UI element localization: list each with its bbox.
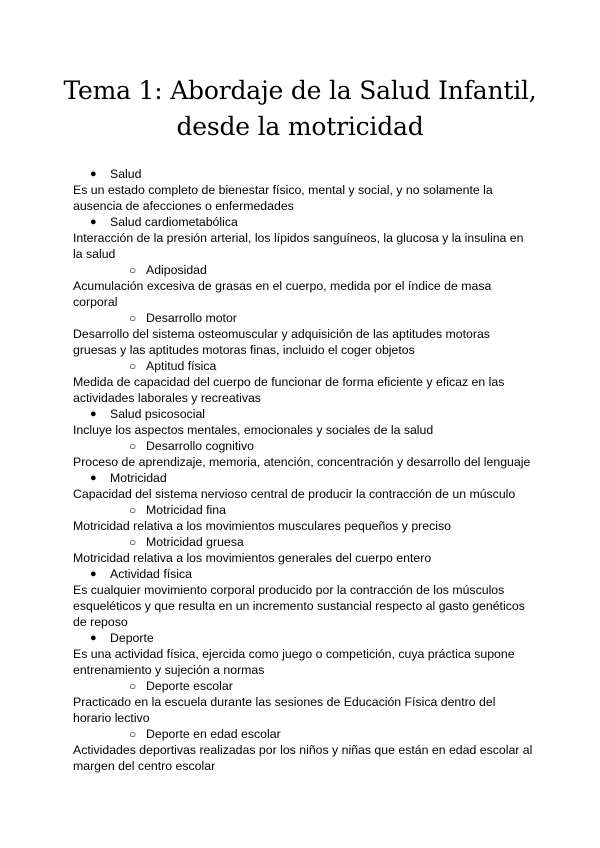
filled-bullet-icon: ●	[90, 408, 97, 420]
term-definition: Es cualquier movimiento corporal producido por la contracción de los músculos esqueléticos y que resulta en un incremento sustancial respecto al gasto genéticos de reposo	[73, 583, 525, 629]
term-label: Motricidad	[110, 471, 167, 485]
term-label: Desarrollo cognitivo	[146, 439, 254, 453]
list-subitem-heading	[73, 262, 543, 278]
list-subitem-heading	[73, 726, 543, 742]
list-subitem-heading	[73, 502, 543, 518]
filled-bullet-icon: ●	[90, 632, 97, 644]
term-definition: Es un estado completo de bienestar físico, mental y social, y no solamente la ausencia de afecciones o enfermedades	[73, 183, 493, 213]
term-definition: Capacidad del sistema nervioso central de producir la contracción de un músculo	[73, 487, 516, 501]
filled-bullet-icon: ●	[90, 568, 97, 580]
hollow-bullet-icon: ○	[129, 503, 137, 517]
list-item-heading	[73, 470, 543, 486]
hollow-bullet-icon: ○	[129, 359, 137, 373]
list-item-heading	[73, 214, 543, 230]
hollow-bullet-icon: ○	[129, 535, 137, 549]
term-definition: Motricidad relativa a los movimientos musculares pequeños y preciso	[73, 519, 451, 533]
term-label: Salud	[110, 167, 142, 181]
term-label: Salud cardiometabólica	[110, 215, 238, 229]
term-definition: Actividades deportivas realizadas por los niños y niñas que están en edad escolar al margen del centro escolar	[73, 743, 533, 773]
page-title-line-1: Tema 1: Abordaje de la Salud Infantil,	[63, 76, 537, 105]
filled-bullet-icon: ●	[90, 472, 97, 484]
filled-bullet-icon: ●	[90, 168, 97, 180]
term-label: Motricidad fina	[146, 503, 226, 517]
list-subitem-heading	[73, 438, 543, 454]
term-definition: Interacción de la presión arterial, los lípidos sanguíneos, la glucosa y la insulina en la salud	[73, 231, 524, 261]
hollow-bullet-icon: ○	[129, 679, 137, 693]
hollow-bullet-icon: ○	[129, 439, 137, 453]
term-definition: Incluye los aspectos mentales, emocionales y sociales de la salud	[73, 423, 434, 437]
term-label: Motricidad gruesa	[146, 535, 244, 549]
list-item-heading	[73, 406, 543, 422]
hollow-bullet-icon: ○	[129, 263, 137, 277]
list-item-heading	[73, 630, 543, 646]
hollow-bullet-icon: ○	[129, 727, 137, 741]
list-subitem-heading	[73, 534, 543, 550]
term-label: Deporte	[110, 631, 154, 645]
filled-bullet-icon: ●	[90, 216, 97, 228]
term-label: Adiposidad	[146, 263, 207, 277]
term-label: Aptitud física	[146, 359, 217, 373]
term-definition: Proceso de aprendizaje, memoria, atención, concentración y desarrollo del lenguaje	[73, 455, 531, 469]
page-title-line-2: desde la motricidad	[176, 112, 424, 141]
term-definition: Practicado en la escuela durante las sesiones de Educación Física dentro del horario lectivo	[73, 695, 496, 725]
list-item-heading	[73, 166, 543, 182]
term-label: Deporte escolar	[146, 679, 233, 693]
list-subitem-heading	[73, 310, 543, 326]
term-definition: Es una actividad física, ejercida como juego o competición, cuya práctica supone entrenamiento y sujeción a normas	[73, 647, 515, 677]
term-label: Actividad física	[110, 567, 193, 581]
list-subitem-heading	[73, 358, 543, 374]
term-label: Deporte en edad escolar	[146, 727, 281, 741]
term-definition: Desarrollo del sistema osteomuscular y adquisición de las aptitudes motoras gruesas y las aptitudes motoras finas, incluido el coger objetos	[73, 327, 490, 357]
term-label: Desarrollo motor	[146, 311, 237, 325]
term-definition: Acumulación excesiva de grasas en el cuerpo, medida por el índice de masa corporal	[73, 279, 492, 309]
list-item-heading	[73, 566, 543, 582]
hollow-bullet-icon: ○	[129, 311, 137, 325]
document-body	[73, 166, 543, 774]
term-label: Salud psicosocial	[110, 407, 206, 421]
list-subitem-heading	[73, 678, 543, 694]
term-definition: Motricidad relativa a los movimientos generales del cuerpo entero	[73, 551, 432, 565]
term-definition: Medida de capacidad del cuerpo de funcionar de forma eficiente y eficaz en las actividades laborales y recreativas	[73, 375, 505, 405]
